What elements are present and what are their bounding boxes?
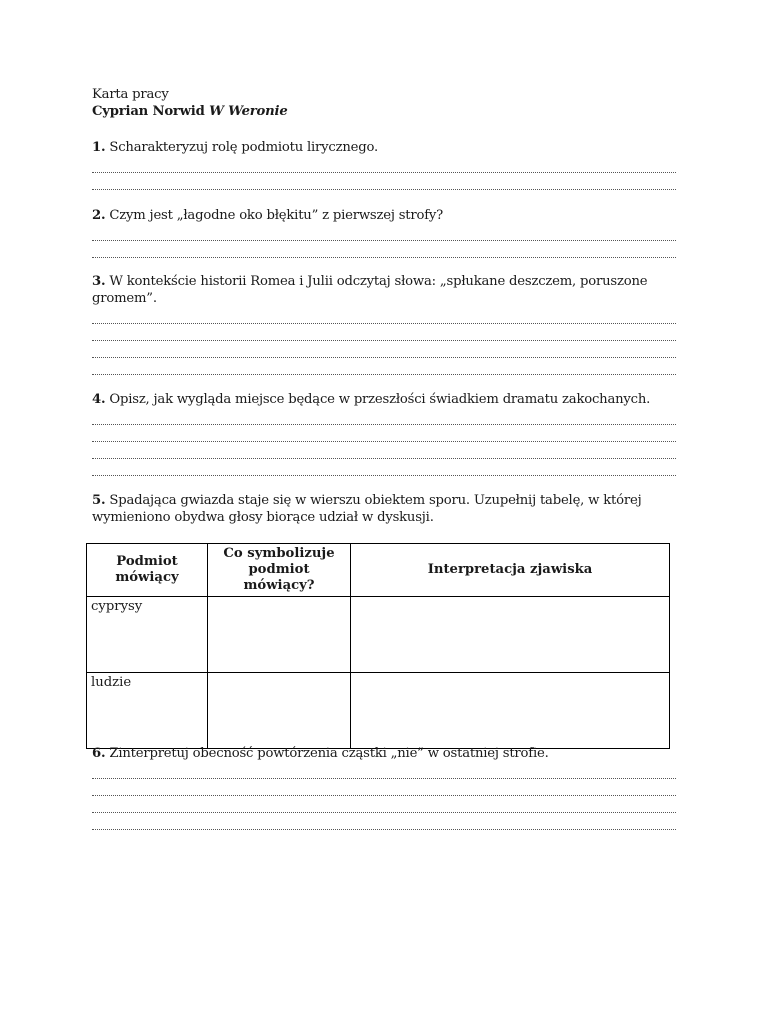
task-5 [92,492,676,526]
task-5-question [92,492,676,509]
table-cell-answer[interactable] [208,673,351,749]
task-1 [92,139,676,190]
answer-line[interactable] [92,358,676,375]
answer-line[interactable] [92,156,676,173]
answer-line[interactable] [92,813,676,830]
answer-line[interactable] [92,324,676,341]
table-header-row [87,544,670,597]
answer-line[interactable] [92,408,676,425]
table-row [87,597,670,673]
answer-line[interactable] [92,442,676,459]
poem-author: Cyprian Norwid [92,104,205,119]
task-6 [92,745,676,830]
answer-line[interactable] [92,224,676,241]
answer-line[interactable] [92,173,676,190]
table-cell-answer[interactable] [208,597,351,673]
answer-line[interactable] [92,796,676,813]
task-number: 2. [92,208,106,223]
answer-line[interactable] [92,779,676,796]
column-header: Podmiot mówiący [87,544,208,597]
table-cell-speaker: cyprysy [87,597,208,673]
answer-line[interactable] [92,307,676,324]
task-text: Zinterpretuj obecność powtórzenia cząstki „nie” w ostatniej strofie. [109,746,549,761]
task-text: Czym jest „łagodne oko błękitu” z pierwszej strofy? [109,208,444,223]
task-number: 4. [92,392,106,407]
task-4-question [92,391,676,408]
task-2-question [92,207,676,224]
task-text: Scharakteryzuj rolę podmiotu lirycznego. [109,140,378,155]
task-1-question [92,139,676,156]
task-4 [92,391,676,476]
task-3 [92,273,676,375]
task-text-continued: gromem”. [92,291,157,306]
poem-title: W Weronie [209,104,288,119]
table-cell-answer[interactable] [351,597,670,673]
column-header: Interpretacja zjawiska [351,544,670,597]
answer-line[interactable] [92,762,676,779]
answer-line[interactable] [92,425,676,442]
table-row [87,673,670,749]
task-6-question [92,745,676,762]
worksheet-title: Karta pracy [92,87,169,102]
task-text: Opisz, jak wygląda miejsce będące w przeszłości świadkiem dramatu zakochanych. [109,392,651,407]
answer-line[interactable] [92,459,676,476]
answer-line[interactable] [92,341,676,358]
task-number: 6. [92,746,106,761]
task-number: 5. [92,493,106,508]
table-cell-speaker: ludzie [87,673,208,749]
table-cell-answer[interactable] [351,673,670,749]
task-text: Spadająca gwiazda staje się w wierszu obiektem sporu. Uzupełnij tabelę, w której [109,493,642,508]
poem-heading [92,103,288,120]
answer-table [86,543,670,749]
task-text-continued: wymieniono obydwa głosy biorące udział w dyskusji. [92,510,434,525]
answer-line[interactable] [92,241,676,258]
task-number: 3. [92,274,106,289]
task-2 [92,207,676,258]
task-3-question [92,273,676,290]
task-number: 1. [92,140,106,155]
task-text: W kontekście historii Romea i Julii odczytaj słowa: „spłukane deszczem, poruszone [109,274,648,289]
column-header: Co symbolizuje podmiot mówiący? [208,544,351,597]
